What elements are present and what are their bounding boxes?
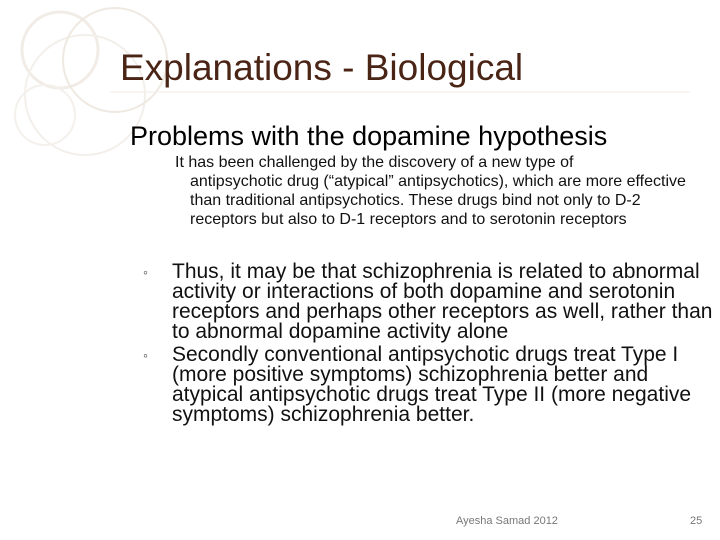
level1-bullet — [130, 120, 715, 153]
list-item — [143, 262, 713, 342]
slide-title: Explanations - Biological — [120, 47, 524, 88]
sub-bullet-icon: ◦ — [143, 347, 148, 363]
level2-rest: antipsychotic drug (“atypical” antipsychotics), which are more effective than traditional antipsychotics. These drugs bind not only to D-2 receptors but also to D-1 receptors and to serotonin receptors — [190, 173, 686, 228]
level1-text: Problems with the dopamine hypothesis — [130, 121, 608, 151]
level2-bullet — [175, 152, 695, 229]
list-item-text: Secondly conventional antipsychotic drugs treat Type I (more positive symptoms) schizophrenia better and atypical antipsychotic drugs treat Type II (more negative symptoms) schizophrenia better. — [172, 343, 692, 426]
page-number: 25 — [690, 515, 703, 527]
level3-list — [143, 262, 713, 428]
list-item — [143, 345, 713, 425]
slide-footer: Ayesha Samad 2012 — [456, 515, 558, 527]
list-item-text: Thus, it may be that schizophrenia is related to abnormal activity or interactions of both dopamine and serotonin receptors and perhaps other receptors as well, rather than to abnormal dopamine activity alone — [172, 260, 713, 343]
sub-bullet-icon: ◦ — [143, 264, 148, 280]
level2-first-line: It has been challenged by the discovery of a new type of — [175, 154, 574, 171]
